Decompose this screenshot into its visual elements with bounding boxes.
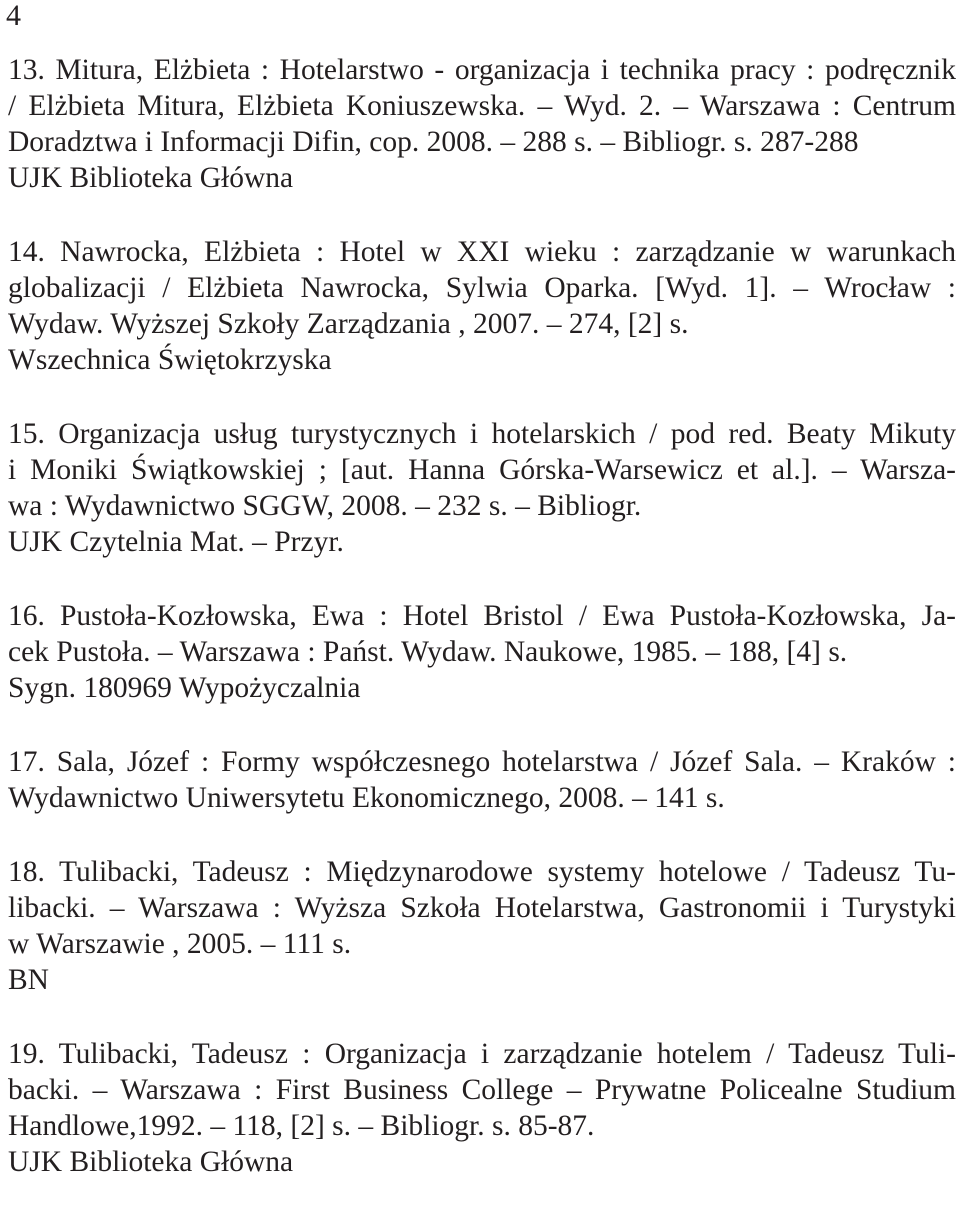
entry-line: 17. Sala, Józef : Formy współczesnego hotelarstwa / Józef Sala. – Kraków : [8, 746, 956, 778]
entry-line: / Elżbieta Mitura, Elżbieta Koniuszewska. – Wyd. 2. – Warszawa : Centrum [8, 90, 956, 122]
entry-location: UJK Biblioteka Główna [8, 162, 294, 194]
entry-line: 15. Organizacja usług turystycznych i hotelarskich / pod red. Beaty Mikuty [8, 418, 956, 450]
bibliography-entry-16 [8, 598, 956, 706]
entry-line: wa : Wydawnictwo SGGW, 2008. – 232 s. – Bibliogr. [8, 490, 642, 522]
bibliography-list [8, 52, 956, 1218]
bibliography-entry-19 [8, 1036, 956, 1180]
entry-location: Sygn. 180969 Wypożyczalnia [8, 672, 361, 704]
entry-location: BN [8, 964, 49, 996]
entry-line: backi. – Warszawa : First Business College – Prywatne Policealne Studium [8, 1074, 956, 1106]
bibliography-entry-17 [8, 744, 956, 816]
entry-location: UJK Czytelnia Mat. – Przyr. [8, 526, 344, 558]
entry-line: 19. Tulibacki, Tadeusz : Organizacja i zarządzanie hotelem / Tadeusz Tuli- [8, 1038, 956, 1070]
entry-line: Wydaw. Wyższej Szkoły Zarządzania , 2007. – 274, [2] s. [8, 308, 689, 340]
entry-location: Wszechnica Świętokrzyska [8, 344, 332, 376]
page-number: 4 [6, 0, 21, 32]
entry-line: 18. Tulibacki, Tadeusz : Międzynarodowe systemy hotelowe / Tadeusz Tu- [8, 856, 956, 888]
bibliography-entry-18 [8, 854, 956, 998]
entry-location: UJK Biblioteka Główna [8, 1146, 294, 1178]
entry-line: globalizacji / Elżbieta Nawrocka, Sylwia Oparka. [Wyd. 1]. – Wrocław : [8, 272, 956, 304]
bibliography-entry-15 [8, 416, 956, 560]
entry-line: Handlowe,1992. – 118, [2] s. – Bibliogr. s. 85-87. [8, 1110, 595, 1142]
entry-line: Wydawnictwo Uniwersytetu Ekonomicznego, 2008. – 141 s. [8, 782, 725, 814]
entry-line: libacki. – Warszawa : Wyższa Szkoła Hotelarstwa, Gastronomii i Turystyki [8, 892, 956, 924]
entry-line: 16. Pustoła-Kozłowska, Ewa : Hotel Bristol / Ewa Pustoła-Kozłowska, Ja- [8, 600, 956, 632]
bibliography-entry-13 [8, 52, 956, 196]
entry-line: cek Pustoła. – Warszawa : Państ. Wydaw. Naukowe, 1985. – 188, [4] s. [8, 636, 848, 668]
entry-line: 14. Nawrocka, Elżbieta : Hotel w XXI wieku : zarządzanie w warunkach [8, 236, 956, 268]
entry-line: w Warszawie , 2005. – 111 s. [8, 928, 352, 960]
entry-line: 13. Mitura, Elżbieta : Hotelarstwo - organizacja i technika pracy : podręcznik [8, 54, 956, 86]
entry-line: i Moniki Świątkowskiej ; [aut. Hanna Górska-Warsewicz et al.]. – Warsza- [8, 454, 956, 486]
entry-line: Doradztwa i Informacji Difin, cop. 2008. – 288 s. – Bibliogr. s. 287-288 [8, 126, 859, 158]
bibliography-entry-14 [8, 234, 956, 378]
